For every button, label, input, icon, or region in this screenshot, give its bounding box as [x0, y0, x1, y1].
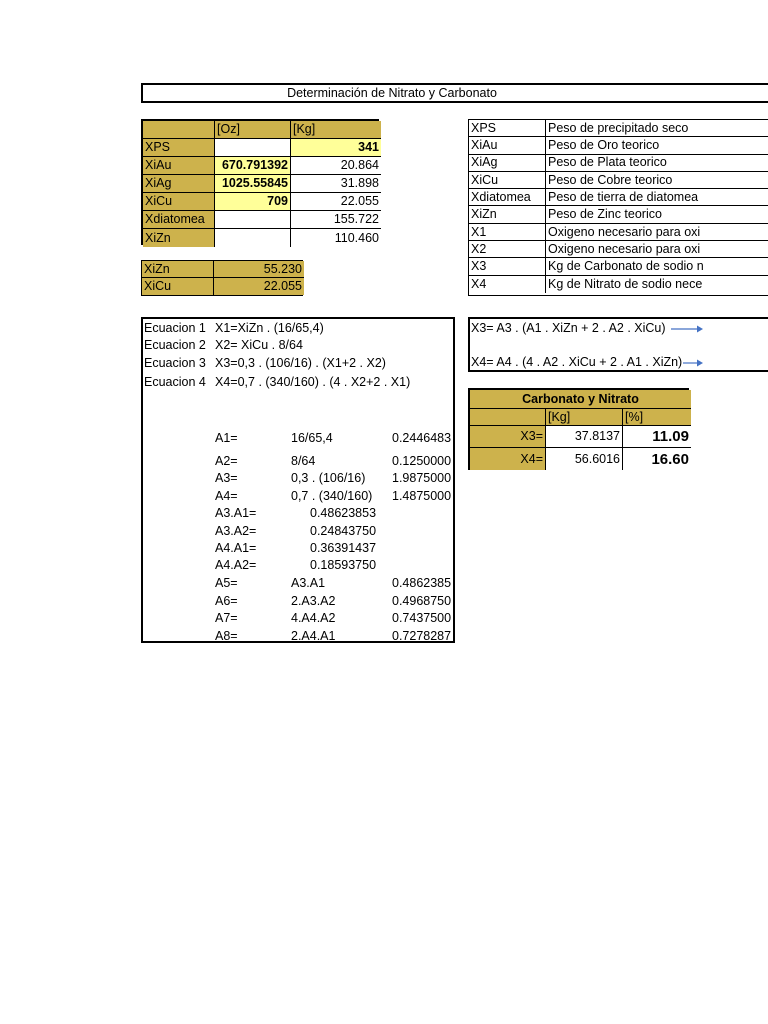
legend-code: XiCu — [469, 172, 546, 189]
coef-value: 0.4862385 — [392, 576, 452, 590]
legend-code: XiAu — [469, 137, 546, 154]
formula-x3: X3= A3 . (A1 . XiZn + 2 . A2 . XiCu) — [471, 321, 666, 335]
result-row-label-x4: X4= — [470, 448, 546, 470]
coef-value: 0.7278287 — [392, 629, 452, 643]
cell-xizn-oz[interactable] — [215, 229, 291, 247]
title-bar — [141, 83, 768, 103]
legend-code: XPS — [469, 120, 546, 137]
cell-xiag-oz[interactable]: 1025.55845 — [215, 175, 291, 193]
coef-expr: 0.36391437 — [310, 541, 377, 555]
coef-value: 1.4875000 — [392, 489, 452, 503]
input-table — [141, 119, 379, 245]
coef-expr: 0,3 . (106/16) — [291, 471, 366, 485]
cell-xdiatomea-kg[interactable]: 155.722 — [291, 211, 381, 229]
cell-xizn-kg[interactable]: 110.460 — [291, 229, 381, 247]
legend-table — [468, 119, 768, 296]
legend-desc: Peso de precipitado seco — [546, 120, 768, 137]
coef-expr: 0.48623853 — [310, 506, 377, 520]
cell-xps-kg[interactable]: 341 — [291, 139, 381, 157]
small-row-label-xicu: XiCu — [142, 278, 214, 295]
result-header-kg: [Kg] — [546, 409, 623, 426]
result-row-label-x3: X3= — [470, 426, 546, 448]
coef-label: A4.A2= — [215, 558, 257, 572]
coef-expr: 2.A4.A1 — [291, 629, 336, 643]
result-header-pct: [%] — [623, 409, 691, 426]
result-cell-x4-kg[interactable]: 56.6016 — [546, 448, 623, 470]
cell-xps-oz[interactable] — [215, 139, 291, 157]
coef-value: 0.4968750 — [392, 594, 452, 608]
legend-desc: Oxigeno necesario para oxi — [546, 241, 768, 258]
coef-label: A4= — [215, 489, 238, 503]
result-cell-x4-pct[interactable]: 16.60 — [623, 448, 691, 470]
legend-code: Xdiatomea — [469, 189, 546, 206]
coef-label: A3= — [215, 471, 238, 485]
result-cell-x3-kg[interactable]: 37.8137 — [546, 426, 623, 448]
legend-code: X4 — [469, 276, 546, 293]
coef-expr: 16/65,4 — [291, 431, 333, 445]
legend-code: X2 — [469, 241, 546, 258]
coef-label: A5= — [215, 576, 238, 590]
coef-label: A2= — [215, 454, 238, 468]
small-cell-xicu[interactable]: 22.055 — [214, 278, 304, 295]
equation-name: Ecuacion 4 — [144, 375, 206, 389]
result-header-empty — [470, 409, 546, 426]
cell-xdiatomea-oz[interactable] — [215, 211, 291, 229]
legend-code: X1 — [469, 224, 546, 241]
formula-x4: X4= A4 . (4 . A2 . XiCu + 2 . A1 . XiZn) — [471, 355, 683, 369]
cell-xicu-kg[interactable]: 22.055 — [291, 193, 381, 211]
legend-code: X3 — [469, 258, 546, 275]
equation-formula: X3=0,3 . (106/16) . (X1+2 . X2) — [215, 356, 386, 370]
legend-code: XiZn — [469, 206, 546, 223]
result-table — [468, 388, 689, 470]
coef-expr: 4.A4.A2 — [291, 611, 336, 625]
coef-label: A1= — [215, 431, 238, 445]
legend-desc: Peso de tierra de diatomea — [546, 189, 768, 206]
row-label-xdiatomea: Xdiatomea — [143, 211, 215, 229]
header-cell-oz: [Oz] — [215, 121, 291, 139]
coef-expr: A3.A1 — [291, 576, 326, 590]
small-cell-xizn[interactable]: 55.230 — [214, 261, 304, 278]
legend-desc: Kg de Carbonato de sodio n — [546, 258, 768, 275]
coef-value: 0.1250000 — [392, 454, 452, 468]
legend-desc: Peso de Plata teorico — [546, 155, 768, 172]
equation-name: Ecuacion 3 — [144, 356, 206, 370]
cell-xiau-kg[interactable]: 20.864 — [291, 157, 381, 175]
header-cell-empty — [143, 121, 215, 139]
arrow-right-icon — [670, 323, 704, 335]
legend-desc: Oxigeno necesario para oxi — [546, 224, 768, 241]
coef-label: A6= — [215, 594, 238, 608]
result-cell-x3-pct[interactable]: 11.09 — [623, 426, 691, 448]
equation-name: Ecuacion 2 — [144, 338, 206, 352]
legend-desc: Kg de Nitrato de sodio nece — [548, 277, 703, 292]
result-table-title: Carbonato y Nitrato — [470, 390, 691, 409]
equation-formula: X1=XiZn . (16/65,4) — [215, 321, 324, 335]
coef-expr: 0,7 . (340/160) — [291, 489, 373, 503]
small-table — [141, 260, 303, 296]
row-label-xiag: XiAg — [143, 175, 215, 193]
coef-label: A4.A1= — [215, 541, 257, 555]
coef-value: 1.9875000 — [392, 471, 452, 485]
coef-expr: 0.18593750 — [310, 558, 377, 572]
small-row-label-xizn: XiZn — [142, 261, 214, 278]
legend-desc: Peso de Zinc teorico — [546, 206, 768, 223]
cell-xicu-oz[interactable]: 709 — [215, 193, 291, 211]
equations-box — [141, 317, 455, 643]
legend-desc: Peso de Oro teorico — [546, 137, 768, 154]
equation-formula: X4=0,7 . (340/160) . (4 . X2+2 . X1) — [215, 375, 411, 389]
coef-label: A3.A2= — [215, 524, 257, 538]
legend-desc: Peso de Cobre teorico — [546, 172, 768, 189]
coef-expr: 2.A3.A2 — [291, 594, 336, 608]
equation-formula: X2= XiCu . 8/64 — [215, 338, 303, 352]
row-label-xicu: XiCu — [143, 193, 215, 211]
coef-label: A7= — [215, 611, 238, 625]
cell-xiau-oz[interactable]: 670.791392 — [215, 157, 291, 175]
coef-value: 0.7437500 — [392, 611, 452, 625]
cell-xiag-kg[interactable]: 31.898 — [291, 175, 381, 193]
equation-name: Ecuacion 1 — [144, 321, 206, 335]
coef-label: A8= — [215, 629, 238, 643]
page-title: Determinación de Nitrato y Carbonato — [287, 86, 497, 100]
coef-value: 0.2446483 — [392, 431, 452, 445]
coef-expr: 0.24843750 — [310, 524, 377, 538]
row-label-xizn: XiZn — [143, 229, 215, 247]
row-label-xiau: XiAu — [143, 157, 215, 175]
legend-code: XiAg — [469, 155, 546, 172]
coef-label: A3.A1= — [215, 506, 257, 520]
arrow-right-icon — [682, 357, 704, 369]
coef-expr: 8/64 — [291, 454, 316, 468]
formula-box — [468, 317, 768, 372]
row-label-xps: XPS — [143, 139, 215, 157]
header-cell-kg: [Kg] — [291, 121, 381, 139]
